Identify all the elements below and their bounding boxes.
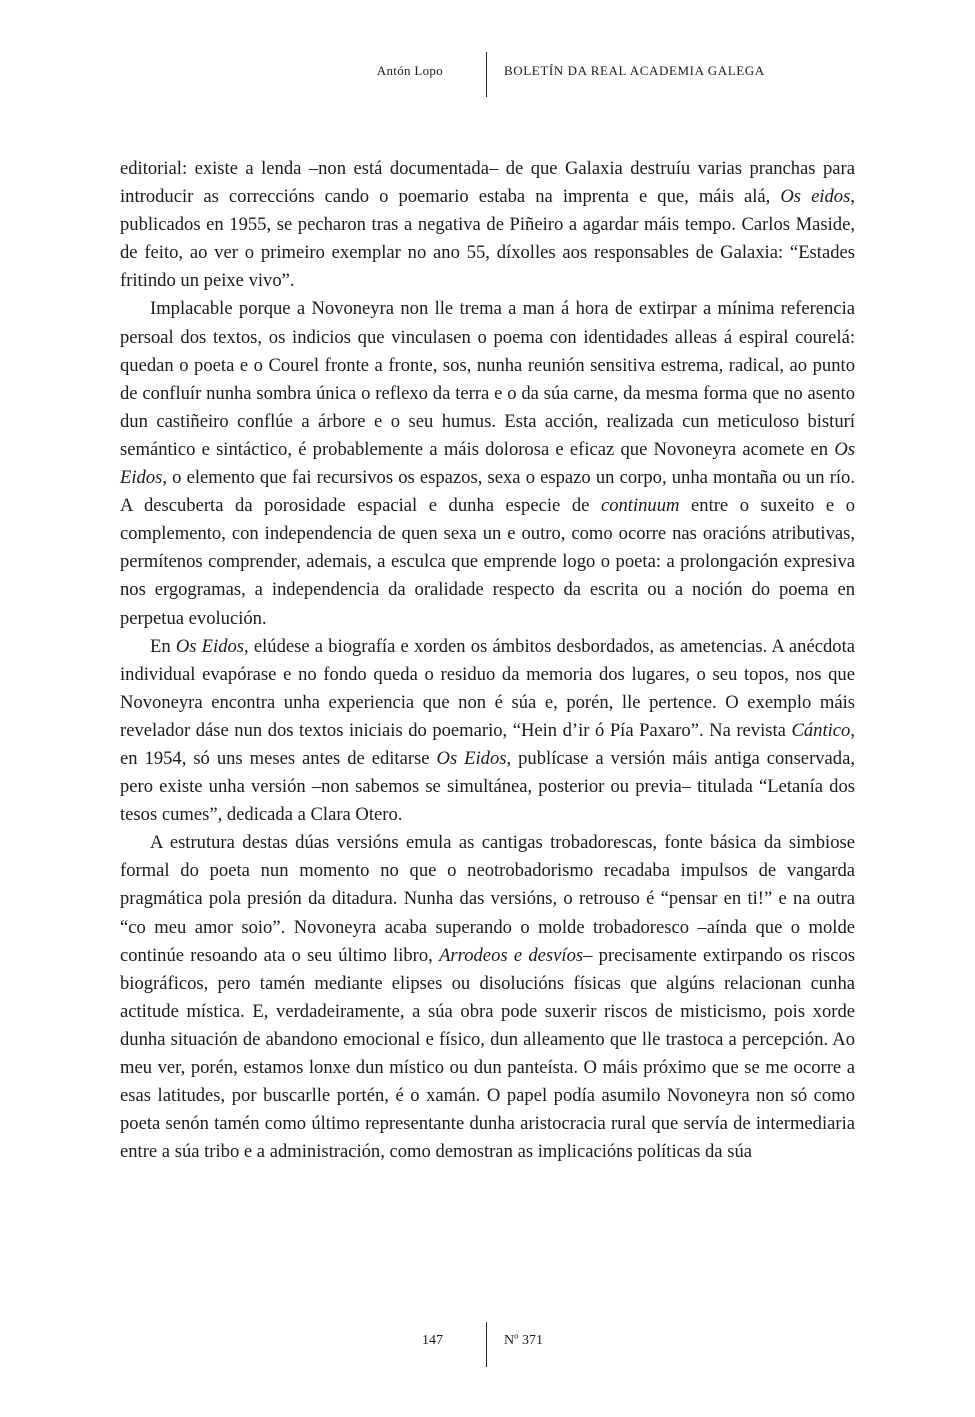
text-run: , publícase a versión máis antiga conservada, pero existe unha versión –non sabemos se simultánea, posterior ou previa– titulada “Letanía dos tesos cumes”, dedicada a Clara Otero. [120, 747, 856, 826]
italic-title: Os Eidos [175, 635, 245, 657]
paragraph [120, 829, 855, 1166]
footer-divider [486, 1322, 487, 1367]
paragraph [120, 295, 855, 632]
text-run: , o elemento que fai recursivos os espazos, sexa o espazo un corpo, unha montaña ou un río. A descuberta da porosidade espacial e dunha especie de [120, 467, 855, 517]
italic-title: Os eidos [780, 186, 851, 208]
italic-title: Cántico [791, 719, 851, 741]
italic-title: continuum [600, 495, 680, 517]
text-run: , elúdese a biografía e xorden os ámbitos desbordados, as ametencias. A anécdota individual evapórase e no fondo queda o residuo da memoria dos lugares, o seu topos, nos que Novoneyra encontra unha experiencia que non é súa e, porén, lle pertence. O exemplo máis revelador dáse nun dos textos iniciais do poemario, “Hein d’ir ó Pía Paxaro”. Na revista [120, 635, 855, 741]
header-divider [486, 52, 487, 97]
text-run: En [150, 635, 176, 657]
text-run: Implacable porque a Novoneyra non lle trema a man á hora de extirpar a mínima referencia persoal dos textos, os indicios que vinculasen o poema con identidades alleas á espiral courelá: quedan o poeta e o Courel fronte a fronte, sos, nunha reunión sensitiva estrema, radical, ao punto de confluír nunha sombra única o reflexo da terra e o da súa carne, da mesma forma que no asento dun castiñeiro conflúe a árbore e o seu humus. Esta acción, realizada cun meticuloso bisturí semántico e sintáctico, é probablemente a máis dolorosa e eficaz que Novoneyra acomete en [120, 298, 855, 460]
running-header-author: Antón Lopo [376, 63, 443, 78]
text-run: A estrutura destas dúas versións emula as cantigas trobadorescas, fonte básica da simbiose formal do poeta nun momento no que o neotrobadorismo recadaba impulsos de vangarda pragmática pola presión da ditadura. Nunha das versións, o retrouso é “pensar en ti!” e na outra “co meu amor soio”. Novoneyra acaba superando o molde trobadoresco –aínda que o molde continúe resoando ata o seu último libro, [120, 832, 855, 966]
text-run: editorial: existe a lenda –non está documentada– de que Galaxia destruíu varias pranchas para introducir as correccións cando o poemario estaba na imprenta e que, máis alá, [120, 158, 855, 208]
running-header-journal: BOLETÍN DA REAL ACADEMIA GALEGA [504, 63, 765, 78]
page-number: 147 [422, 1333, 443, 1348]
text-run: , publicados en 1955, se pecharon tras a negativa de Piñeiro a agardar máis tempo. Carlos Maside, de feito, ao ver o primeiro exemplar no ano 55, díxolles aos responsables de Galaxia: “Estades fritindo un peixe vivo”. [120, 186, 855, 292]
italic-title: Arrodeos e desvíos [439, 944, 584, 966]
text-run: entre o suxeito e o complemento, con independencia de quen sexa un e outro, como ocorre nas oracións atributivas, permítenos comprender, ademais, a esculca que emprende logo o poeta: a prolongación expresiva nos ergogramas, a independencia da oralidade respecto da escrita ou a noción do poema en perpetua evolución. [120, 495, 855, 629]
text-run: – precisamente extirpando os riscos biográficos, pero tamén mediante elipses ou disolucións físicas que algúns relacionan cunha actitude mística. E, verdadeiramente, a súa obra pode suxerir riscos de misticismo, pois xorde dunha situación de abandono emocional e físico, dun alleamento que lle trastoca a percepción. Ao meu ver, porén, estamos lonxe dun místico ou dun panteísta. O máis próximo que se me ocorre a esas latitudes, por buscarlle portén, é o xamán. O papel podía asumilo Novoneyra non só como poeta senón tamén como último representante dunha aristocracia rural que servía de intermediaria entre a súa tribo e a administración, como demostran as implicacións políticas da súa [120, 944, 855, 1163]
italic-title: Os Eidos [120, 438, 855, 489]
paragraph [120, 633, 855, 830]
text-run: , en 1954, só uns meses antes de editarse [120, 719, 855, 769]
issue-number: Nº 371 [504, 1333, 543, 1348]
body-text [120, 155, 855, 1166]
italic-title: Os Eidos [436, 747, 507, 769]
paragraph [120, 155, 855, 295]
